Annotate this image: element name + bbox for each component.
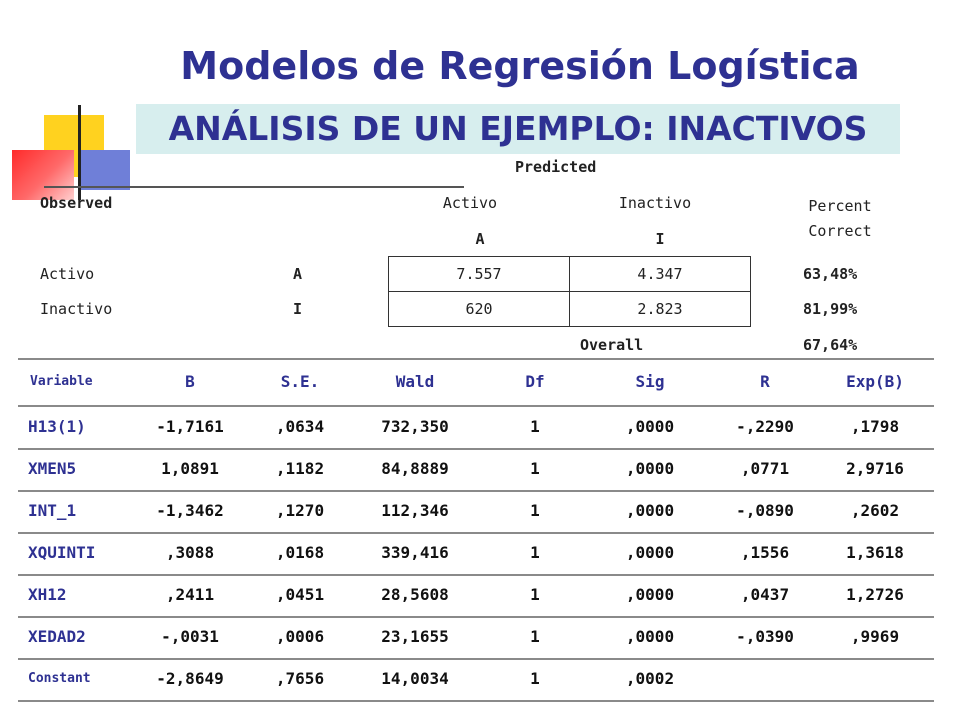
cell-expb: ,2602 <box>850 501 900 520</box>
cell-df: 1 <box>530 543 540 562</box>
cell-df: 1 <box>530 669 540 688</box>
cell-expb: ,1798 <box>850 417 900 436</box>
cell-b: ,3088 <box>165 543 215 562</box>
header-expb: Exp(B) <box>846 372 904 391</box>
cell-sig: ,0000 <box>625 627 675 646</box>
cell-df: 1 <box>530 627 540 646</box>
col-percent-header: Percent Correct <box>808 197 872 240</box>
table-row <box>18 575 934 615</box>
col-activo-header: Activo <box>442 194 498 212</box>
cell-expb: 1,3618 <box>846 543 904 562</box>
header-df: Df <box>525 372 545 391</box>
cell-r <box>710 659 820 699</box>
cell-r: -,0890 <box>736 501 794 520</box>
col-inactivo-header: Inactivo <box>618 194 692 212</box>
cell-expb <box>820 659 930 699</box>
cell-b: -,0031 <box>161 627 219 646</box>
cell-variable: H13(1) <box>28 417 86 436</box>
table-row <box>18 617 934 657</box>
cell-variable: Constant <box>28 671 91 686</box>
cell-variable: XEDAD2 <box>28 627 86 646</box>
cell-b: -2,8649 <box>156 669 224 688</box>
overall-label: Overall <box>580 336 644 354</box>
table-row <box>18 449 934 489</box>
cell-wald: 14,0034 <box>381 669 449 688</box>
cell-r: ,0771 <box>740 459 790 478</box>
cell-b: -1,3462 <box>156 501 224 520</box>
cell-se: ,0451 <box>275 585 325 604</box>
cell-se: ,0634 <box>275 417 325 436</box>
cell-expb: ,9969 <box>850 627 900 646</box>
overall-value: 67,64% <box>803 336 858 354</box>
cell-sig: ,0000 <box>625 543 675 562</box>
slide-title: Modelos de Regresión Logística <box>180 44 860 88</box>
table-row <box>18 491 934 531</box>
observed-header: Observed <box>40 194 113 212</box>
header-variable: Variable <box>30 374 93 389</box>
cell-se: ,1182 <box>275 459 325 478</box>
cell-se: ,0006 <box>275 627 325 646</box>
cell-wald: 112,346 <box>381 501 449 520</box>
logo-horizontal-line <box>44 186 464 188</box>
cell-r: ,0437 <box>740 585 790 604</box>
cell-wald: 84,8889 <box>381 459 449 478</box>
logo-blue-square <box>80 150 130 190</box>
row-inactivo-code: I <box>293 300 303 318</box>
row-activo-code: A <box>293 265 303 283</box>
code-i-header: I <box>655 230 665 248</box>
table-divider <box>18 700 934 702</box>
cell-variable: XH12 <box>28 585 67 604</box>
cell-df: 1 <box>530 501 540 520</box>
cell-wald: 28,5608 <box>381 585 449 604</box>
cell-se: ,7656 <box>275 669 325 688</box>
cell-wald: 339,416 <box>381 543 449 562</box>
cell-df: 1 <box>530 459 540 478</box>
cell-r: -,0390 <box>736 627 794 646</box>
cell-sig: ,0002 <box>625 669 675 688</box>
header-se: S.E. <box>280 372 320 391</box>
cell-b: ,2411 <box>165 585 215 604</box>
cell-activo-activo: 7.557 <box>388 256 570 292</box>
cell-sig: ,0000 <box>625 459 675 478</box>
cell-wald: 732,350 <box>381 417 449 436</box>
cell-sig: ,0000 <box>625 417 675 436</box>
row-inactivo-label: Inactivo <box>40 300 113 318</box>
table-row <box>18 659 934 699</box>
variables-header-row <box>18 362 934 402</box>
header-r: R <box>760 372 770 391</box>
header-sig: Sig <box>635 372 665 391</box>
row-activo-label: Activo <box>40 265 95 283</box>
cell-df: 1 <box>530 417 540 436</box>
cell-activo-inactivo: 4.347 <box>569 256 751 292</box>
cell-inactivo-inactivo: 2.823 <box>569 291 751 327</box>
cell-r: -,2290 <box>736 417 794 436</box>
cell-sig: ,0000 <box>625 585 675 604</box>
header-b: B <box>185 372 195 391</box>
slide-subtitle: ANÁLISIS DE UN EJEMPLO: INACTIVOS <box>136 104 900 154</box>
cell-variable: INT_1 <box>28 501 77 520</box>
cell-se: ,1270 <box>275 501 325 520</box>
cell-expb: 1,2726 <box>846 585 904 604</box>
table-divider <box>18 358 934 360</box>
cell-df: 1 <box>530 585 540 604</box>
cell-b: 1,0891 <box>161 459 219 478</box>
header-wald: Wald <box>395 372 435 391</box>
predicted-header: Predicted <box>515 158 597 176</box>
cell-variable: XQUINTI <box>28 543 96 562</box>
cell-expb: 2,9716 <box>846 459 904 478</box>
table-row <box>18 533 934 573</box>
cell-r: ,1556 <box>740 543 790 562</box>
table-row <box>18 407 934 447</box>
cell-inactivo-activo: 620 <box>388 291 570 327</box>
logo-red-square <box>12 150 74 200</box>
cell-b: -1,7161 <box>156 417 224 436</box>
cell-variable: XMEN5 <box>28 459 77 478</box>
cell-wald: 23,1655 <box>381 627 449 646</box>
cell-activo-percent: 63,48% <box>803 265 858 283</box>
code-a-header: A <box>475 230 485 248</box>
cell-se: ,0168 <box>275 543 325 562</box>
cell-sig: ,0000 <box>625 501 675 520</box>
cell-inactivo-percent: 81,99% <box>803 300 858 318</box>
